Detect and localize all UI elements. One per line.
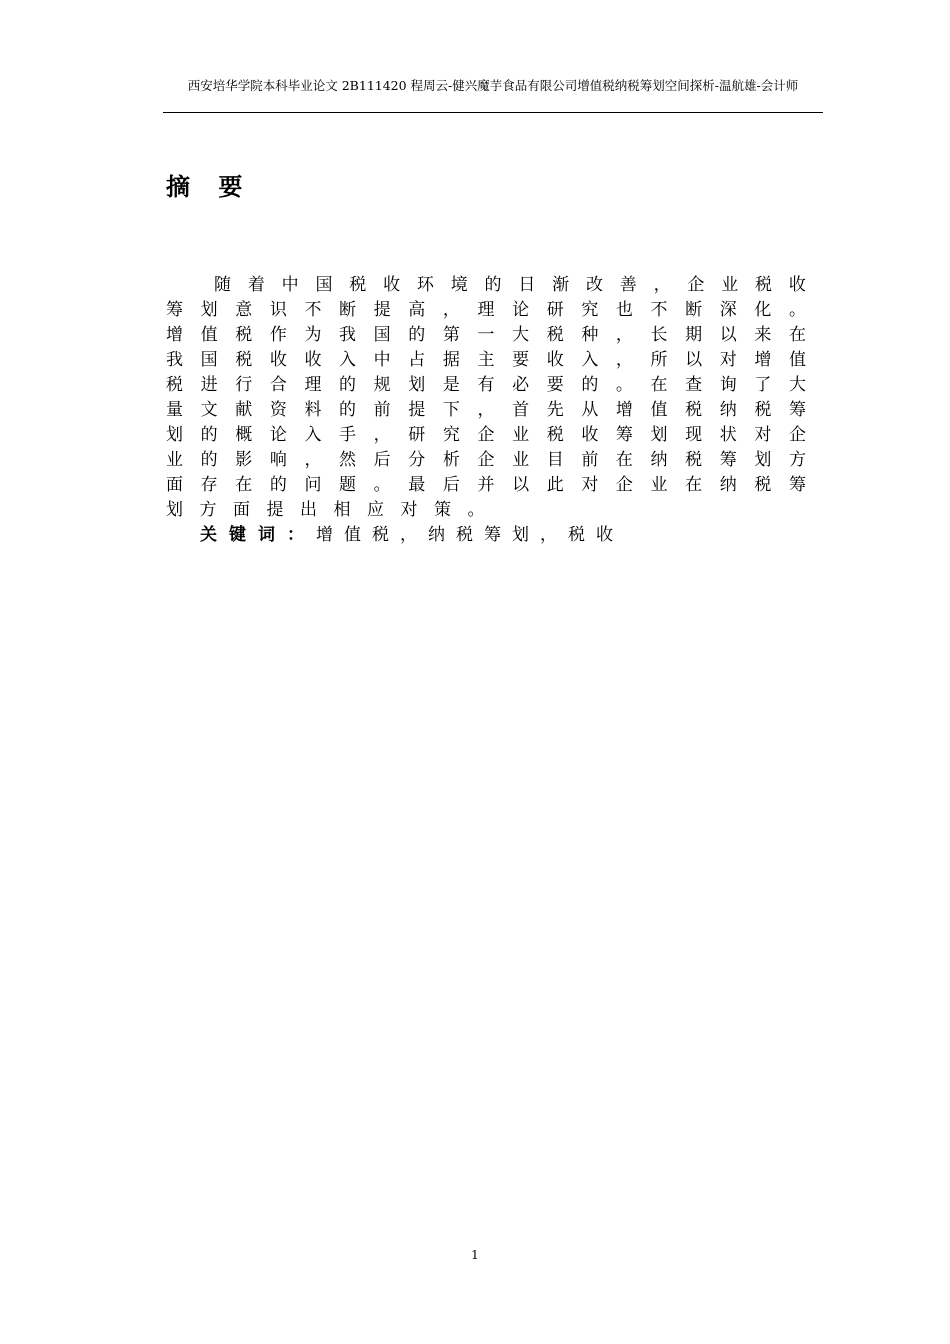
abstract-line: 划 的 概 论 入 手 ， 研 究 企 业 税 收 筹 划 现 状 对 企	[166, 425, 806, 445]
keywords-text: 增值税，纳税筹划，税收	[316, 525, 624, 545]
abstract-line: 量 文 献 资 料 的 前 提 下 ， 首 先 从 增 值 税 纳 税 筹	[166, 400, 806, 420]
page-header: 西安培华学院本科毕业论文 2B111420 程周云-健兴魔芋食品有限公司增值税纳税筹划空间探析-温航雄-会计师	[187, 78, 799, 93]
abstract-line: 划 方 面 提 出 相 应 对 策 。	[166, 500, 485, 520]
abstract-line: 业 的 影 响 ， 然 后 分 析 企 业 目 前 在 纳 税 筹 划 方	[166, 450, 806, 470]
abstract-line: 增 值 税 作 为 我 国 的 第 一 大 税 种 ， 长 期 以 来 在	[166, 325, 806, 345]
keywords-label: 关键词：	[200, 525, 316, 545]
abstract-line: 我 国 税 收 收 入 中 占 据 主 要 收 入 ， 所 以 对 增 值	[166, 350, 806, 370]
abstract-body	[166, 273, 806, 548]
abstract-line: 税 进 行 合 理 的 规 划 是 有 必 要 的 。 在 查 询 了 大	[166, 375, 806, 395]
abstract-line: 面 存 在 的 问 题 。 最 后 并 以 此 对 企 业 在 纳 税 筹	[166, 475, 806, 495]
abstract-line: 筹 划 意 识 不 断 提 高 ， 理 论 研 究 也 不 断 深 化 。	[166, 300, 806, 320]
page-number: 1	[471, 1248, 479, 1262]
abstract-title: 摘 要	[166, 173, 253, 201]
keywords-line	[166, 523, 806, 548]
header-divider	[163, 112, 823, 113]
abstract-line: 随 着 中 国 税 收 环 境 的 日 渐 改 善 ， 企 业 税 收	[214, 275, 806, 295]
